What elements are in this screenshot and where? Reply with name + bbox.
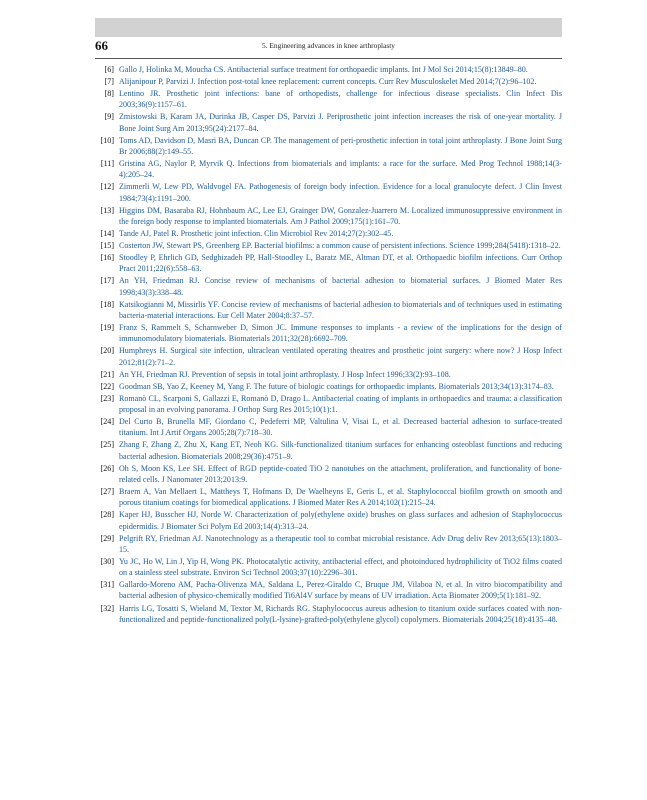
reference-number: [17] (100, 276, 114, 286)
reference-number: [16] (100, 253, 114, 263)
reference-text[interactable]: Tande AJ, Patel R. Prosthetic joint infection. Clin Microbiol Rev 2014;27(2):302–45. (119, 228, 394, 238)
reference-text[interactable]: Oh S, Moon KS, Lee SH. Effect of RGD peptide-coated TiO 2 nanotubes on the attachment, proliferation, and functionality of bone-related cells. J Nanomater 2013;2013:9. (119, 463, 562, 484)
reference-item (95, 579, 562, 601)
reference-number: [29] (100, 533, 114, 543)
header-rule (95, 58, 562, 59)
reference-number: [10] (100, 135, 114, 145)
reference-number: [26] (100, 463, 114, 473)
page-header (95, 38, 562, 56)
reference-number: [30] (100, 556, 114, 566)
reference-text[interactable]: Stoodley P, Ehrlich GD, Sedghizadeh PP, Hall-Stoodley L, Baratz ME, Altman DT, et al. Orthopaedic biofilm infections. Curr Orthop Pract 2011;22(6):558–63. (119, 253, 562, 274)
reference-number: [9] (104, 112, 114, 122)
reference-item (95, 345, 562, 367)
reference-text[interactable]: Goodman SB, Yao Z, Keeney M, Yang F. The future of biologic coatings for orthopaedic implants. Biomaterials 2013;34(13):3174–83. (119, 381, 554, 391)
reference-number: [28] (100, 510, 114, 520)
reference-number: [31] (100, 580, 114, 590)
reference-number: [21] (100, 369, 114, 379)
reference-number: [32] (100, 603, 114, 613)
reference-item (95, 533, 562, 555)
reference-text[interactable]: Katsikogianni M, Missirlis YF. Concise review of mechanisms of bacterial adhesion to biomaterials and of techniques used in estimating bacteria-material interactions. Eur Cell Mater 2004;8:37–57. (119, 299, 562, 320)
reference-number: [12] (100, 182, 114, 192)
reference-text[interactable]: Gallardo-Moreno AM, Pacha-Olivenza MA, Saldana L, Perez-Giraldo C, Bruque JM, Vilaboa N, et al. In vitro biocompatibility and bacterial adhesion of physico-chemically modified Ti6Al4V surface by means of UV irradiation. Acta Biomater 2009;5(1):181–92. (119, 580, 562, 601)
reference-item (95, 76, 562, 87)
reference-item (95, 463, 562, 485)
reference-number: [13] (100, 205, 114, 215)
reference-text[interactable]: An YH, Friedman RJ. Concise review of mechanisms of bacterial adhesion to biomaterial surfaces. J Biomed Mater Res 1998;43(3):338–48. (119, 276, 562, 297)
reference-item (95, 299, 562, 321)
reference-text[interactable]: An YH, Friedman RJ. Prevention of sepsis in total joint arthroplasty. J Hosp Infect 1996;33(2):93–108. (119, 369, 451, 379)
reference-text[interactable]: Gallo J, Holinka M, Moucha CS. Antibacterial surface treatment for orthopaedic implants. Int J Mol Sci 2014;15(8):13849–80. (119, 65, 528, 74)
reference-number: [24] (100, 417, 114, 427)
reference-number: [18] (100, 299, 114, 309)
reference-text[interactable]: Costerton JW, Stewart PS, Greenberg EP. Bacterial biofilms: a common cause of persistent infections. Science 1999;284(5418):1318–22. (119, 241, 561, 251)
reference-number: [7] (104, 77, 114, 87)
reference-item (95, 393, 562, 415)
reference-item (95, 205, 562, 227)
reference-text[interactable]: Yu JC, Ho W, Lin J, Yip H, Wong PK. Photocatalytic activity, antibacterial effect, and photoinduced hydrophilicity of TiO2 films coated on a stainless steel substrate. Environ Sci Technol 2003;37(10):2296–301. (119, 556, 562, 578)
reference-text[interactable]: Franz S, Rammelt S, Scharnweber D, Simon JC. Immune responses to implants - a review of the implications for the design of immunomodulatory biomaterials. Biomaterials 2011;32(28):6692–709. (119, 323, 562, 344)
reference-list (95, 64, 562, 626)
reference-text[interactable]: Lentino JR. Prosthetic joint infections: bane of orthopedists, challenge for infectious disease specialists. Clin Infect Dis 2003;36(9):1157–61. (119, 89, 562, 110)
reference-item (95, 64, 562, 75)
reference-text[interactable]: Zimmerli W, Lew PD, Waldvogel FA. Pathogenesis of foreign body infection. Evidence for a local granulocyte defect. J Clin Invest 1984;73(4):1191–200. (119, 182, 562, 203)
reference-item (95, 603, 562, 625)
reference-item (95, 158, 562, 180)
reference-item (95, 111, 562, 133)
reference-item (95, 135, 562, 157)
reference-number: [14] (100, 228, 114, 238)
reference-text[interactable]: Romanò CL, Scarponi S, Gallazzi E, Romanò D, Drago L. Antibacterial coating of implants in orthopaedics and trauma: a classification proposal in an evolving panorama. J Orthop Surg Res 2015;10(1):1. (119, 393, 562, 415)
reference-number: [22] (100, 381, 114, 391)
reference-number: [20] (100, 346, 114, 356)
reference-number: [8] (104, 89, 114, 99)
reference-number: [27] (100, 487, 114, 497)
reference-text[interactable]: Harris LG, Tosatti S, Wieland M, Textor M, Richards RG. Staphylococcus aureus adhesion to titanium oxide surfaces coated with non-functionalized and peptide-functionalized poly(L-lysine)-grafted-poly(ethylene glycol) copolymers. Biomaterials 2004;25(18):4135–48. (119, 603, 562, 624)
reference-text[interactable]: Braem A, Van Mellaert L, Mattheys T, Hofmans D, De Waelheyns E, Geris L, et al. Staphylococcal biofilm growth on smooth and porous titanium coatings for biomedical applications. J Biomed Mater Res A 2014;102(1):215–24. (119, 487, 562, 508)
reference-item (95, 439, 562, 461)
reference-text[interactable]: Zhang F, Zhang Z, Zhu X, Kang ET, Neoh KG. Silk-functionalized titanium surfaces for enhancing osteoblast functions and reducing bacterial adhesion. Biomaterials 2008;29(36):4751–9. (119, 440, 562, 461)
reference-item (95, 416, 562, 438)
reference-text[interactable]: Toms AD, Davidson D, Masri BA, Duncan CP. The management of peri-prosthetic infection in total joint arthroplasty. J Bone Joint Surg Br 2006;88(2):149–55. (119, 135, 562, 156)
running-title: 5. Engineering advances in knee arthroplasty (262, 41, 395, 50)
reference-text[interactable]: Pelgrift RY, Friedman AJ. Nanotechnology as a therapeutic tool to combat microbial resistance. Adv Drug deliv Rev 2013;65(13):1803–15. (119, 533, 562, 554)
reference-number: [23] (100, 393, 114, 403)
reference-number: [19] (100, 323, 114, 333)
reference-number: [11] (100, 159, 114, 169)
reference-item (95, 381, 562, 392)
reference-item (95, 181, 562, 203)
reference-text[interactable]: Alijanipour P, Parvizi J. Infection post-total knee replacement: current concepts. Curr Rev Musculoskelet Med 2014;7(2):96–102. (119, 77, 537, 87)
reference-item (95, 322, 562, 344)
reference-item (95, 369, 562, 380)
reference-number: [6] (104, 65, 114, 74)
reference-item (95, 240, 562, 251)
reference-number: [15] (100, 241, 114, 251)
reference-text[interactable]: Zmistowski B, Karam JA, Durinka JB, Casper DS, Parvizi J. Periprosthetic joint infection increases the risk of one-year mortality. J Bone Joint Surg Am 2013;95(24):2177–84. (119, 112, 562, 133)
reference-text[interactable]: Kaper HJ, Busscher HJ, Norde W. Characterization of poly(ethylene oxide) brushes on glass surfaces and adhesion of Staphylococcus epidermidis. J Biomater Sci Polym Ed 2003;14(4):313–24. (119, 510, 562, 531)
reference-item (95, 88, 562, 110)
reference-item (95, 486, 562, 508)
reference-item (95, 509, 562, 531)
reference-item (95, 252, 562, 274)
reference-text[interactable]: Del Curto B, Brunella MF, Giordano C, Pedeferri MP, Valtulina V, Visai L, et al. Decreased bacterial adhesion to surface-treated titanium. Int J Artif Organs 2005;28(7):718–30. (119, 417, 562, 438)
page-number: 66 (95, 38, 108, 53)
reference-text[interactable]: Humphreys H. Surgical site infection, ultraclean ventilated operating theatres and prosthetic joint surgery: where now? J Hosp Infect 2012;81(2):71–2. (119, 346, 562, 367)
reference-item (95, 275, 562, 297)
reference-item (95, 228, 562, 239)
reference-text[interactable]: Higgins DM, Basaraba RJ, Hohnbaum AC, Lee EJ, Grainger DW, Gonzalez-Juarrero M. Localized immunosuppressive environment in the foreign body response to implanted biomaterials. Am J Pathol 2009;175(1):161–70. (119, 205, 562, 226)
reference-item (95, 556, 562, 578)
header-band (95, 18, 562, 37)
reference-number: [25] (100, 440, 114, 450)
reference-text[interactable]: Gristina AG, Naylor P, Myrvik Q. Infections from biomaterials and implants: a race for the surface. Med Prog Technol 1988;14(3-4):205–24. (119, 159, 562, 180)
